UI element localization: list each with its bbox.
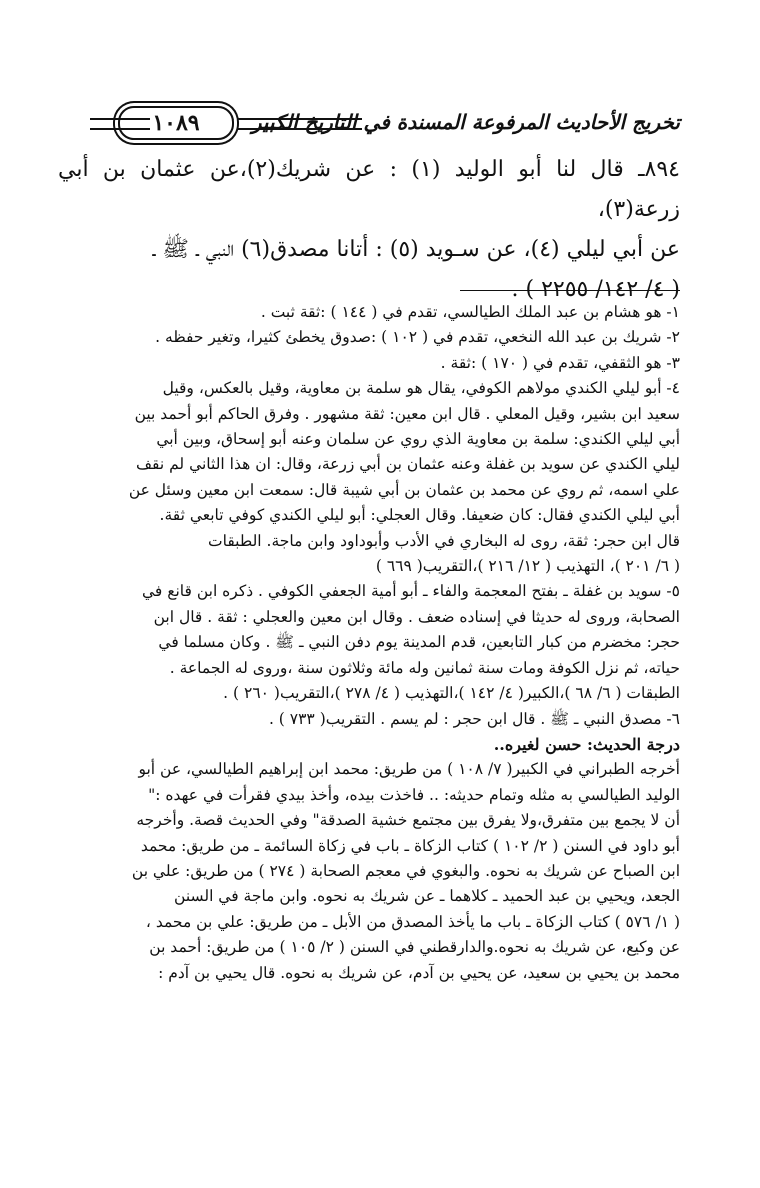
footnote-line: علي اسمه، ثم روي عن محمد بن عثمان بن أبي شيبة قال: سمعت ابن معين وسئل عن bbox=[128, 480, 680, 499]
hadith-line: ( ٤/ ١٤٢/ ٢٢٥٥ ) . bbox=[511, 277, 680, 302]
takhrij-line: أن لا يجمع بين متفرق،ولا يفرق بين مجتمع خشية الصدقة" وفي الحديث قصة. وأخرجه bbox=[136, 811, 680, 830]
takhrij-line: أبو داود في السنن ( ٢/ ١٠٢ ) كتاب الزكاة ـ باب في زكاة السائمة ـ من طريق: محمد bbox=[140, 836, 680, 855]
footnote-line: أبي ليلي الكندي فقال: كان ضعيفا. وقال العجلي: أبو ليلي الكندي كوفي تابعي ثقة. bbox=[159, 506, 680, 525]
footnote-line: الصحابة، وروى له حديثا في إسناده ضعف . وقال ابن معين والعجلي : ثقة . قال ابن bbox=[153, 607, 680, 626]
footnote-line: ٥- سويد بن غفلة ـ بفتح المعجمة والفاء ـ أبو أمية الجعفي الكوفي . ذكره ابن قانع في bbox=[141, 582, 680, 601]
footnote-line: ليلي الكندي عن سويد بن غفلة وعنه عثمان بن أبي زرعة، وقال: ان هذا الثاني لم نقف bbox=[135, 455, 680, 474]
hadith-line: ٨٩٤ـ قال لنا أبو الوليد (١) : عن شريك(٢)،عن عثمان بن أبي زرعة(٣)، bbox=[58, 157, 680, 222]
footnote-separator bbox=[460, 290, 680, 291]
takhrij-line: أخرجه الطبراني في الكبير( ٧/ ١٠٨ ) من طريق: محمد ابن إبراهيم الطيالسي، عن أبو bbox=[138, 760, 680, 779]
footnote-line: ١- هو هشام بن عبد الملك الطيالسي، تقدم في ( ١٤٤ ) :ثقة ثبت . bbox=[260, 303, 680, 321]
header-rule bbox=[233, 118, 362, 130]
footnote-line: الطبقات ( ٦/ ٦٨ )،الكبير( ٤/ ١٤٢ )،التهذيب ( ٤/ ٢٧٨ )،التقريب( ٢٦٠ ) . bbox=[223, 684, 680, 703]
footnote-line: ٦- مصدق النبي ـ ﷺ . قال ابن حجر : لم يسم . التقريب( ٧٣٣ ) . bbox=[268, 709, 680, 728]
footnote-line: ٤- أبو ليلي الكندي مولاهم الكوفي، يقال هو سلمة بن معاوية، وقيل بالعكس، وقيل bbox=[162, 379, 680, 398]
takhrij-line: محمد بن يحيي بن سعيد، عن يحيي بن آدم، عن شريك به نحوه. قال يحيي بن آدم : bbox=[158, 963, 680, 982]
page-number: ١٠٨٩ bbox=[118, 106, 234, 140]
takhrij-line: ( ١/ ٥٧٦ ) كتاب الزكاة ـ باب ما يأخذ المصدق من الأبل ـ من طريق: علي بن محمد ، bbox=[145, 912, 680, 931]
running-header bbox=[58, 106, 680, 146]
footnote-line: حجر: مخضرم من كبار التابعين، قدم المدينة يوم دفن النبي ـ ﷺ . وكان مسلما في bbox=[158, 633, 680, 652]
footnote-line: قال ابن حجر: ثقة، روى له البخاري في الأدب وأبوداود وابن ماجة. الطبقات bbox=[208, 531, 680, 550]
footnote-line: ٢- شريك بن عبد الله النخعي، تقدم في ( ١٠٢ ) :صدوق يخطئ كثيرا، وتغير حفظه . bbox=[155, 328, 680, 347]
footnote-line: سعيد ابن بشير، وقيل المعلي . قال ابن معين: ثقة مشهور . وفرق الحاكم أبو أحمد بين bbox=[134, 404, 680, 423]
header-rule-left bbox=[90, 118, 150, 130]
grade-heading: درجة الحديث: حسن لغيره.. bbox=[493, 734, 680, 754]
takhrij-line: الوليد الطيالسي به مثله وتمام حديثه: .. فاخذت بيده، وأخذ بيدي فقرأت في عهده :" bbox=[148, 785, 680, 804]
takhrij-line: عن وكيع، عن شريك به نحوه.والدارقطني في السنن ( ٢/ ١٠٥ ) من طريق: أحمد بن bbox=[149, 938, 680, 957]
footnotes bbox=[58, 300, 680, 986]
footnote-line: أبي ليلي الكندي: سلمة بن معاوية الذي روي عن سلمان وعنه أبو إسحاق، وبين أبي bbox=[156, 430, 680, 449]
hadith-text bbox=[58, 150, 680, 310]
footnote-line: ٣- هو الثقفي، تقدم في ( ١٧٠ ) :ثقة . bbox=[440, 353, 680, 372]
takhrij-line: الجعد، ويحيي بن عبد الحميد ـ كلاهما ـ عن شريك به نحوه. وابن ماجة في السنن bbox=[174, 887, 680, 906]
takhrij-line: ابن الصباح عن شريك به نحوه. والبغوي في معجم الصحابة ( ٢٧٤ ) من طريق: علي بن bbox=[131, 861, 680, 880]
hadith-line: عن أبي ليلي (٤)، عن سـويد (٥) : أتانا مصدق(٦) النبي ـ ﷺ ـ bbox=[152, 237, 680, 262]
footnote-line: حياته، ثم نزل الكوفة ومات سنة ثمانين وله مائة وثلاثون سنة ،وروى له الجماعة . bbox=[169, 658, 680, 677]
footnote-line: ( ٦/ ٢٠١ )، التهذيب ( ١٢/ ٢١٦ )،التقريب( ٦٦٩ ) bbox=[375, 557, 680, 576]
header-title: تخريج الأحاديث المرفوعة المسندة في التاريخ الكبير bbox=[251, 110, 680, 134]
